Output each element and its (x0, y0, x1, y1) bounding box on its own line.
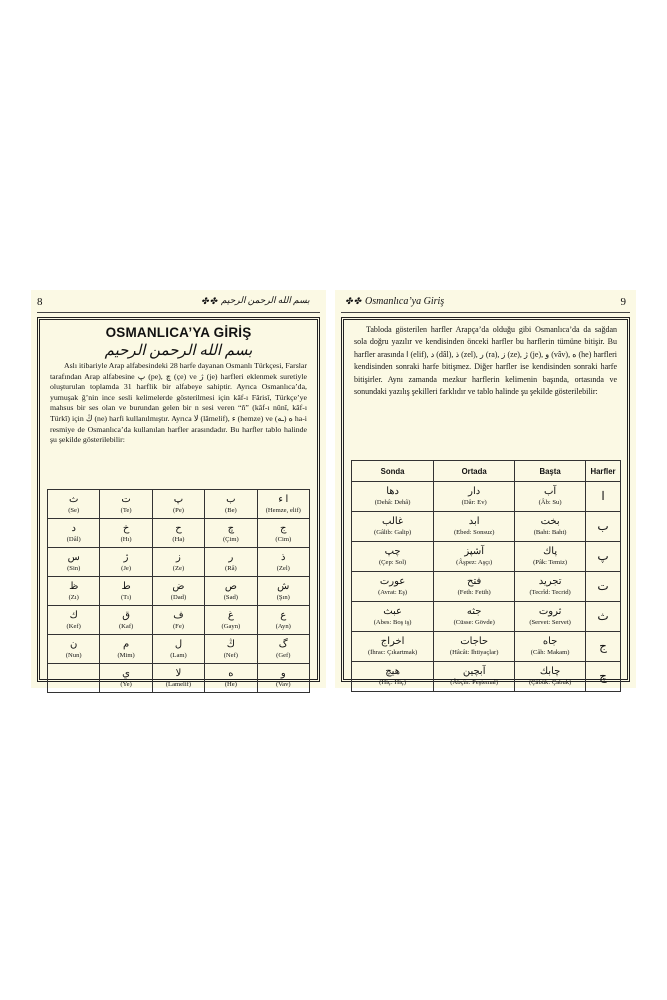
alphabet-cell (257, 635, 309, 664)
letter-arabic: غ (227, 609, 234, 621)
letter-arabic: ژ (123, 551, 129, 563)
letter-name: (Tı) (120, 593, 132, 601)
word-transliteration: (İhrac: Çıkartmak) (367, 649, 418, 656)
letter-name: (Fe) (172, 622, 184, 630)
basta-cell (515, 512, 586, 542)
letter-name: (Pe) (172, 506, 184, 514)
alphabet-row (48, 606, 310, 635)
ortada-cell (434, 572, 515, 602)
column-header: Sonda (352, 461, 434, 482)
alphabet-cell (152, 664, 204, 693)
alphabet-cell (48, 606, 100, 635)
word-arabic: ثروت (538, 606, 562, 617)
alphabet-row (48, 577, 310, 606)
alphabet-cell (100, 577, 152, 606)
alphabet-cell (257, 519, 309, 548)
letter-arabic: لا (175, 667, 182, 679)
alphabet-cell (257, 606, 309, 635)
letter-name: (Ayn) (275, 622, 291, 630)
letter-name: (Sad) (223, 593, 239, 601)
letter-name: (Sin) (67, 564, 81, 572)
letter-arabic: ر (228, 551, 234, 563)
word-transliteration: (Âbçîn: Peştemal) (450, 679, 499, 686)
body-paragraph: Tabloda gösterilen harfler Arapça’da olduğu gibi Osmanlıca’da da sağdan sola doğru yazılır ve kendisinden önceki harfler bu harflerin tümüne bitişir. Bu harfler arasında ا (elif), د (dâl), ذ (zel), ر (ra), ز (ze), ژ (je), و (vâv), ه (he) harfleri kendisinden sonraki harfe bitişmez. Diğer harfler ise kendisinden sonraki harfe bitişirler. Aynı zamanda mezkur harflerin kelimenin başında, ortasında ve sonundaki yazılış şekilleri farklıdır ve tablo halinde şu şekilde gösterilebilir: (354, 325, 618, 397)
alphabet-cell (100, 490, 152, 519)
alphabet-cell (100, 664, 152, 693)
word-arabic: عبث (383, 606, 402, 617)
page-frame (341, 317, 630, 686)
alphabet-row (48, 490, 310, 519)
letter-arabic: و (280, 667, 286, 679)
word-transliteration: (Baht: Baht) (533, 529, 567, 536)
letter-name: (Hemze, elif) (265, 506, 301, 514)
ortada-cell (434, 632, 515, 662)
letter-forms-table (351, 460, 621, 692)
letter-name: (Çim) (222, 535, 239, 543)
ornament-icon: ✤✤ (201, 296, 219, 306)
head-rule (341, 312, 630, 313)
table-row (352, 602, 621, 632)
letter-name: (Gayn) (221, 622, 241, 630)
letter-name: (Vav) (275, 680, 291, 688)
word-transliteration: (Hiç: Hiç) (379, 679, 407, 686)
alphabet-cell (100, 548, 152, 577)
letter-arabic: ط (121, 580, 131, 592)
alphabet-cell (257, 577, 309, 606)
page-number: 9 (620, 296, 626, 308)
word-arabic: فتح (467, 576, 482, 587)
word-transliteration: (Servet: Servet) (529, 619, 571, 626)
letter-name: (Je) (121, 564, 132, 572)
word-arabic: چابك (539, 666, 561, 677)
letter-name: (Zel) (276, 564, 290, 572)
table-row (352, 662, 621, 692)
table-row (352, 632, 621, 662)
alphabet-cell (205, 577, 257, 606)
word-transliteration: (Ebed: Sonsuz) (453, 529, 495, 536)
word-transliteration: (Cüsse: Gövde) (453, 619, 495, 626)
letter-arabic: ذ (281, 551, 286, 563)
word-arabic: هيچ (385, 666, 400, 677)
word-transliteration: (Çâbük: Çabuk) (528, 679, 572, 686)
alphabet-cell (48, 490, 100, 519)
letter-name: (Nef) (223, 651, 238, 659)
ortada-cell (434, 512, 515, 542)
letter-cell: ج (586, 632, 621, 662)
letter-arabic: م (122, 638, 130, 650)
running-head-text: بسم الله الرحمن الرحيم (221, 295, 310, 305)
alphabet-cell (48, 664, 100, 693)
table-row (352, 572, 621, 602)
ornament-icon: ✤✤ (345, 296, 363, 306)
alphabet-cell (205, 635, 257, 664)
word-arabic: آشپز (464, 546, 485, 557)
alphabet-cell (205, 664, 257, 693)
letter-arabic: ك (69, 609, 78, 621)
column-header: Harfler (586, 461, 621, 482)
word-transliteration: (Çep: Sol) (378, 559, 407, 566)
sonda-cell (352, 602, 434, 632)
alphabet-cell (257, 490, 309, 519)
letter-name: (Te) (120, 506, 132, 514)
table-row (352, 482, 621, 512)
alphabet-cell (48, 577, 100, 606)
letter-name: (Ha) (172, 535, 185, 543)
letter-arabic: ا ء (278, 493, 289, 505)
alphabet-cell (48, 548, 100, 577)
letter-cell: چ (586, 662, 621, 692)
letter-name: (Lamelif) (165, 680, 192, 688)
page-number: 8 (37, 296, 43, 308)
word-arabic: تجريد (538, 576, 562, 587)
alphabet-cell (205, 519, 257, 548)
intro-paragraph: Aslı itibariyle Arap alfabesindeki 28 harfe dayanan Osmanlı Türkçesi, Farslar tarafından Arap alfabesine پ (pe), چ (çe) ve ژ (je) harfleri eklenmek suretiyle oluşturulan toplamda 31 harflik bir alfabeye sahiptir. Ayrıca Osmanlıca’da, yumuşak ğ’nin ince sesli kelimelerde gösterilmesi için kâf-ı Fârisî, Türkçe’ye mahsus bir ses olan ve burundan gelen bir n sesi veren “ñ” (kâf-ı nûnî, kâf-ı Türkî) için ڭ (ne) harfi kullanılmıştır. Ayrıca لا (lâmelif), ء (hemze) ve ه (ـه) ha-i resmiye de Osmanlıca’da kullanılan harfler arasındadır. Bu harfler tablo halinde şu şekilde gösterilebilir: (50, 361, 308, 445)
word-arabic: چپ (384, 546, 401, 557)
word-arabic: دها (386, 486, 399, 497)
basta-cell (515, 632, 586, 662)
letter-name: (Nun) (65, 651, 82, 659)
sonda-cell (352, 512, 434, 542)
basta-cell (515, 602, 586, 632)
ortada-cell (434, 602, 515, 632)
letter-arabic: گ (278, 638, 288, 650)
letter-name: (Kef) (66, 622, 81, 630)
word-arabic: پاك (543, 546, 558, 557)
word-arabic: آبچين (462, 666, 486, 677)
word-arabic: جاه (542, 636, 558, 647)
letter-arabic: ح (175, 522, 182, 534)
letter-name: (Şın) (276, 593, 290, 601)
letter-arabic: ج (280, 522, 287, 534)
letter-arabic: ه (228, 667, 234, 679)
letter-arabic: ش (277, 580, 290, 592)
letter-arabic: خ (122, 522, 130, 534)
letter-arabic: د (71, 522, 76, 534)
alphabet-cell (152, 548, 204, 577)
letter-cell: ت (586, 572, 621, 602)
letter-name: (Cim) (275, 535, 292, 543)
letter-name: (Kaf) (118, 622, 134, 630)
basmala: بسم الله الرحمن الرحيم (104, 343, 253, 359)
alphabet-row (48, 519, 310, 548)
word-transliteration: (Pâk: Temiz) (533, 559, 568, 566)
letter-arabic: ن (70, 638, 78, 650)
letter-cell: ا (586, 482, 621, 512)
head-rule (37, 312, 320, 313)
running-head-text: Osmanlıca’ya Giriş (365, 296, 445, 307)
column-header: Başta (515, 461, 586, 482)
letter-arabic: پ (173, 493, 184, 505)
alphabet-cell (152, 519, 204, 548)
word-arabic: اخراج (380, 636, 405, 647)
running-head (335, 296, 636, 310)
column-header: Ortada (434, 461, 515, 482)
alphabet-cell (257, 664, 309, 693)
word-transliteration: (Âşpez: Aşçı) (456, 559, 493, 566)
word-transliteration: (Câh: Makam) (530, 649, 570, 656)
running-head (31, 296, 326, 310)
alphabet-row (48, 664, 310, 693)
letter-arabic: ق (122, 609, 130, 621)
alphabet-cell (100, 519, 152, 548)
right-page (335, 290, 636, 688)
page-title: OSMANLICA’YA GİRİŞ (105, 325, 252, 340)
alphabet-row (48, 548, 310, 577)
alphabet-cell (152, 577, 204, 606)
letter-cell: پ (586, 542, 621, 572)
ortada-cell (434, 662, 515, 692)
letter-arabic: ب (226, 493, 236, 505)
letter-name: (Hı) (120, 535, 132, 543)
word-transliteration: (Dehâ: Dehâ) (374, 499, 411, 506)
word-arabic: غالب (382, 516, 404, 527)
letter-arabic: ل (174, 638, 183, 650)
alphabet-cell (48, 519, 100, 548)
word-transliteration: (Tecrîd: Tecrid) (529, 589, 571, 596)
letter-arabic: ڭ (226, 638, 235, 650)
sonda-cell (352, 542, 434, 572)
word-arabic: ابد (468, 516, 480, 527)
letter-name: (Gef) (276, 651, 291, 659)
ortada-cell (434, 542, 515, 572)
basta-cell (515, 662, 586, 692)
page-frame (37, 317, 320, 688)
letter-name: (Râ) (225, 564, 237, 572)
alphabet-cell (205, 548, 257, 577)
letter-cell: ب (586, 512, 621, 542)
word-arabic: دار (468, 486, 481, 497)
letter-cell: ث (586, 602, 621, 632)
word-transliteration: (Gâlib: Galip) (374, 529, 412, 536)
sonda-cell (352, 482, 434, 512)
letter-name: (Dad) (170, 593, 187, 601)
letter-arabic: ز (176, 551, 181, 563)
alphabet-row (48, 635, 310, 664)
alphabet-cell (100, 606, 152, 635)
basta-cell (515, 542, 586, 572)
sonda-cell (352, 632, 434, 662)
letter-name: (Mim) (117, 651, 135, 659)
letter-arabic: ي (122, 667, 130, 679)
letter-arabic: ف (173, 609, 184, 621)
alphabet-cell (100, 635, 152, 664)
letter-arabic: چ (227, 522, 235, 534)
letter-arabic: ث (68, 493, 79, 505)
table-row (352, 512, 621, 542)
letter-name: (Se) (68, 506, 80, 514)
word-transliteration: (Feth: Fetih) (457, 589, 491, 596)
word-transliteration: (Avrat: Eş) (378, 589, 408, 596)
alphabet-cell (152, 606, 204, 635)
sonda-cell (352, 662, 434, 692)
letter-name: (Be) (225, 506, 237, 514)
letter-name: (Ze) (172, 564, 185, 572)
word-transliteration: (Abes: Boş iş) (373, 619, 412, 626)
alphabet-cell (257, 548, 309, 577)
word-transliteration: (Âb: Su) (538, 499, 562, 506)
basta-cell (515, 572, 586, 602)
word-transliteration: (Hâcât: İhtiyaçlar) (449, 649, 499, 656)
letter-name: (Ye) (120, 680, 132, 688)
word-arabic: حاجات (460, 636, 489, 647)
word-arabic: جثه (466, 606, 482, 617)
ortada-cell (434, 482, 515, 512)
alphabet-cell (152, 635, 204, 664)
letter-arabic: ظ (69, 580, 79, 592)
letter-arabic: ص (224, 580, 237, 592)
letter-arabic: ت (121, 493, 131, 505)
alphabet-cell (205, 606, 257, 635)
word-transliteration: (Dâr: Ev) (461, 499, 487, 506)
alphabet-table (47, 489, 310, 693)
letter-name: (He) (224, 680, 237, 688)
letter-name: (Lam) (170, 651, 187, 659)
alphabet-cell (152, 490, 204, 519)
basta-cell (515, 482, 586, 512)
table-row (352, 542, 621, 572)
sonda-cell (352, 572, 434, 602)
word-arabic: بخت (540, 516, 560, 527)
letter-name: (Zı) (68, 593, 79, 601)
alphabet-cell (48, 635, 100, 664)
word-arabic: آب (544, 486, 557, 497)
alphabet-cell (205, 490, 257, 519)
word-arabic: عورت (379, 576, 406, 587)
letter-arabic: ض (172, 580, 185, 592)
left-page (31, 290, 326, 688)
letter-arabic: ع (280, 609, 287, 621)
letter-name: (Dâl) (66, 535, 81, 543)
letter-arabic: س (67, 551, 80, 563)
